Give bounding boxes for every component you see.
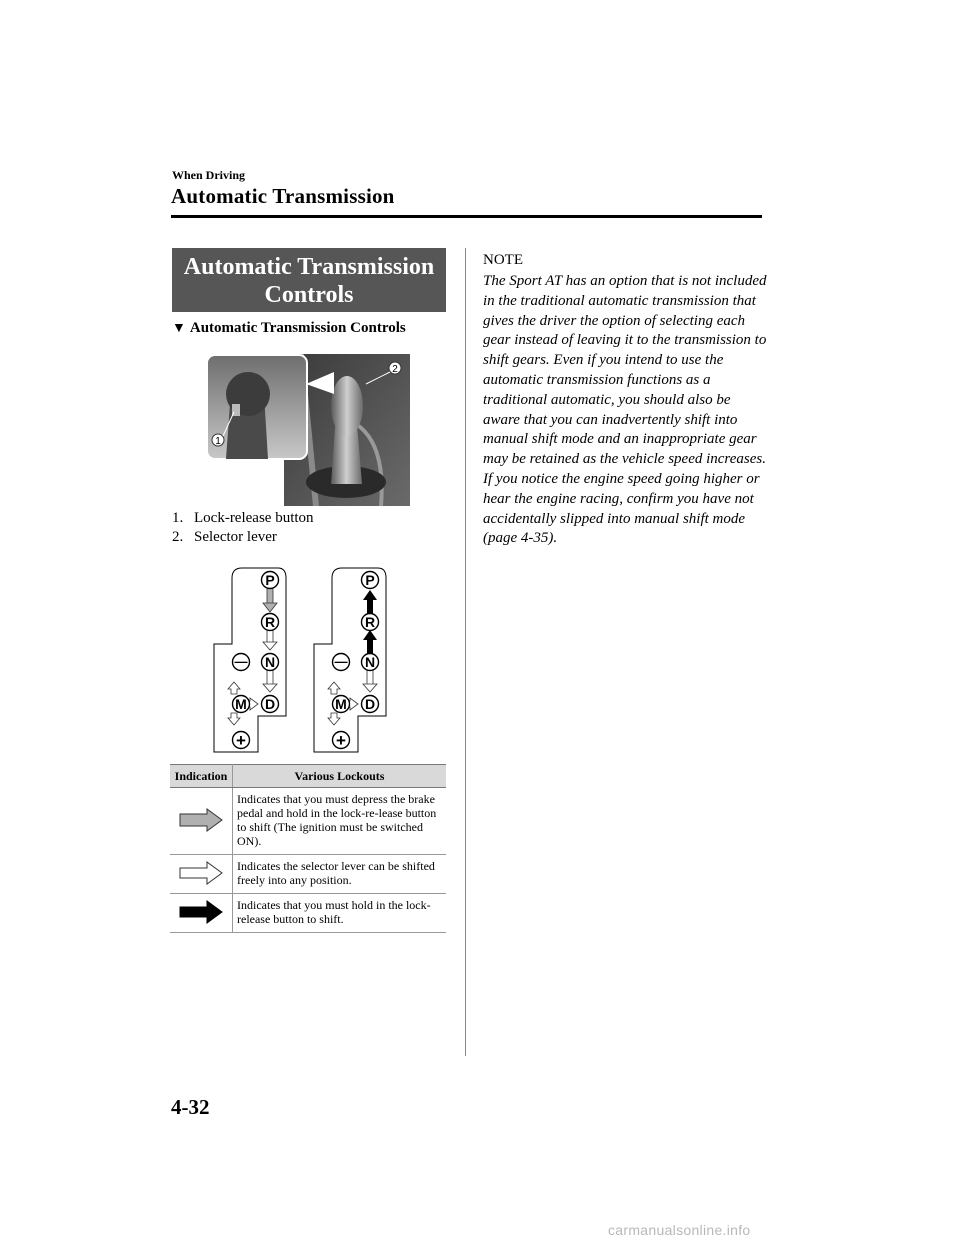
shift-panel-right (314, 568, 386, 752)
shifter-photo (206, 354, 410, 506)
gate-r: R (264, 614, 276, 630)
callout-item-number: 2. (172, 529, 184, 545)
column-header-lockouts: Various Lockouts (233, 765, 447, 788)
triangle-marker-icon: ▼ (172, 321, 186, 336)
table-row (170, 788, 446, 855)
lockout-description: Indicates that you must depress the brake pedal and hold in the lock-re-lease button to shift (The ignition must be switched ON). (233, 788, 447, 855)
subheading (172, 320, 406, 337)
callout-2-marker: 2 (392, 364, 398, 375)
gate-d: D (364, 696, 376, 712)
black-arrow-icon (179, 900, 223, 924)
white-arrow-icon (179, 861, 223, 885)
indication-cell (170, 788, 233, 855)
callout-item-1 (172, 510, 314, 527)
callout-item-text: Selector lever (194, 529, 277, 545)
watermark: carmanualsonline.info (608, 1222, 751, 1238)
gate-m: M (335, 696, 347, 712)
plus-icon: + (336, 731, 346, 750)
subheading-text: Automatic Transmission Controls (189, 320, 406, 336)
gate-r: R (364, 614, 376, 630)
gate-d: D (264, 696, 276, 712)
table-row (170, 894, 446, 933)
callout-item-2 (172, 529, 277, 546)
gate-n: N (364, 654, 376, 670)
section-banner (172, 248, 446, 312)
lockout-description: Indicates that you must hold in the lock-release button to shift. (233, 894, 447, 933)
table-header-row (170, 765, 446, 788)
shift-panel-left (214, 568, 286, 752)
title-rule (171, 215, 762, 218)
gate-m: M (235, 696, 247, 712)
section-label: When Driving (172, 168, 246, 182)
lockout-description: Indicates the selector lever can be shifted freely into any position. (233, 855, 447, 894)
column-header-indication: Indication (170, 765, 233, 788)
gate-p: P (365, 572, 375, 588)
indication-cell (170, 855, 233, 894)
minus-icon: — (234, 654, 248, 669)
callout-1-marker: 1 (215, 436, 221, 447)
note-text: The Sport AT has an option that is not included in the traditional automatic transmission that gives the driver the option of selecting each gear instead of leaving it to the transmission to shift gears. Even if you intend to use the automatic transmission functions as a traditional automatic, you should also be aware that you can inadvertently shift into manual shift mode and an inappropriate gear may be retained as the vehicle speed increases. If you notice the engine speed going higher or hear the engine racing, confirm you have not accidentally slipped into manual shift mode (page 4-35). (483, 273, 767, 547)
note-label: NOTE (483, 252, 523, 268)
plus-icon: + (236, 731, 246, 750)
shift-pattern-diagram (210, 566, 410, 756)
lockout-table (170, 764, 446, 933)
gray-arrow-icon (179, 808, 223, 832)
indication-cell (170, 894, 233, 933)
callout-item-number: 1. (172, 510, 184, 526)
page-number: 4-32 (171, 1095, 210, 1119)
page-title: Automatic Transmission (171, 184, 395, 208)
table-row (170, 855, 446, 894)
gate-n: N (264, 654, 276, 670)
callout-item-text: Lock-release button (194, 510, 314, 526)
minus-icon: — (334, 654, 348, 669)
banner-line-1: Automatic Transmission (183, 254, 435, 280)
banner-line-2: Controls (264, 282, 354, 308)
column-divider (465, 248, 466, 1056)
gate-p: P (265, 572, 275, 588)
